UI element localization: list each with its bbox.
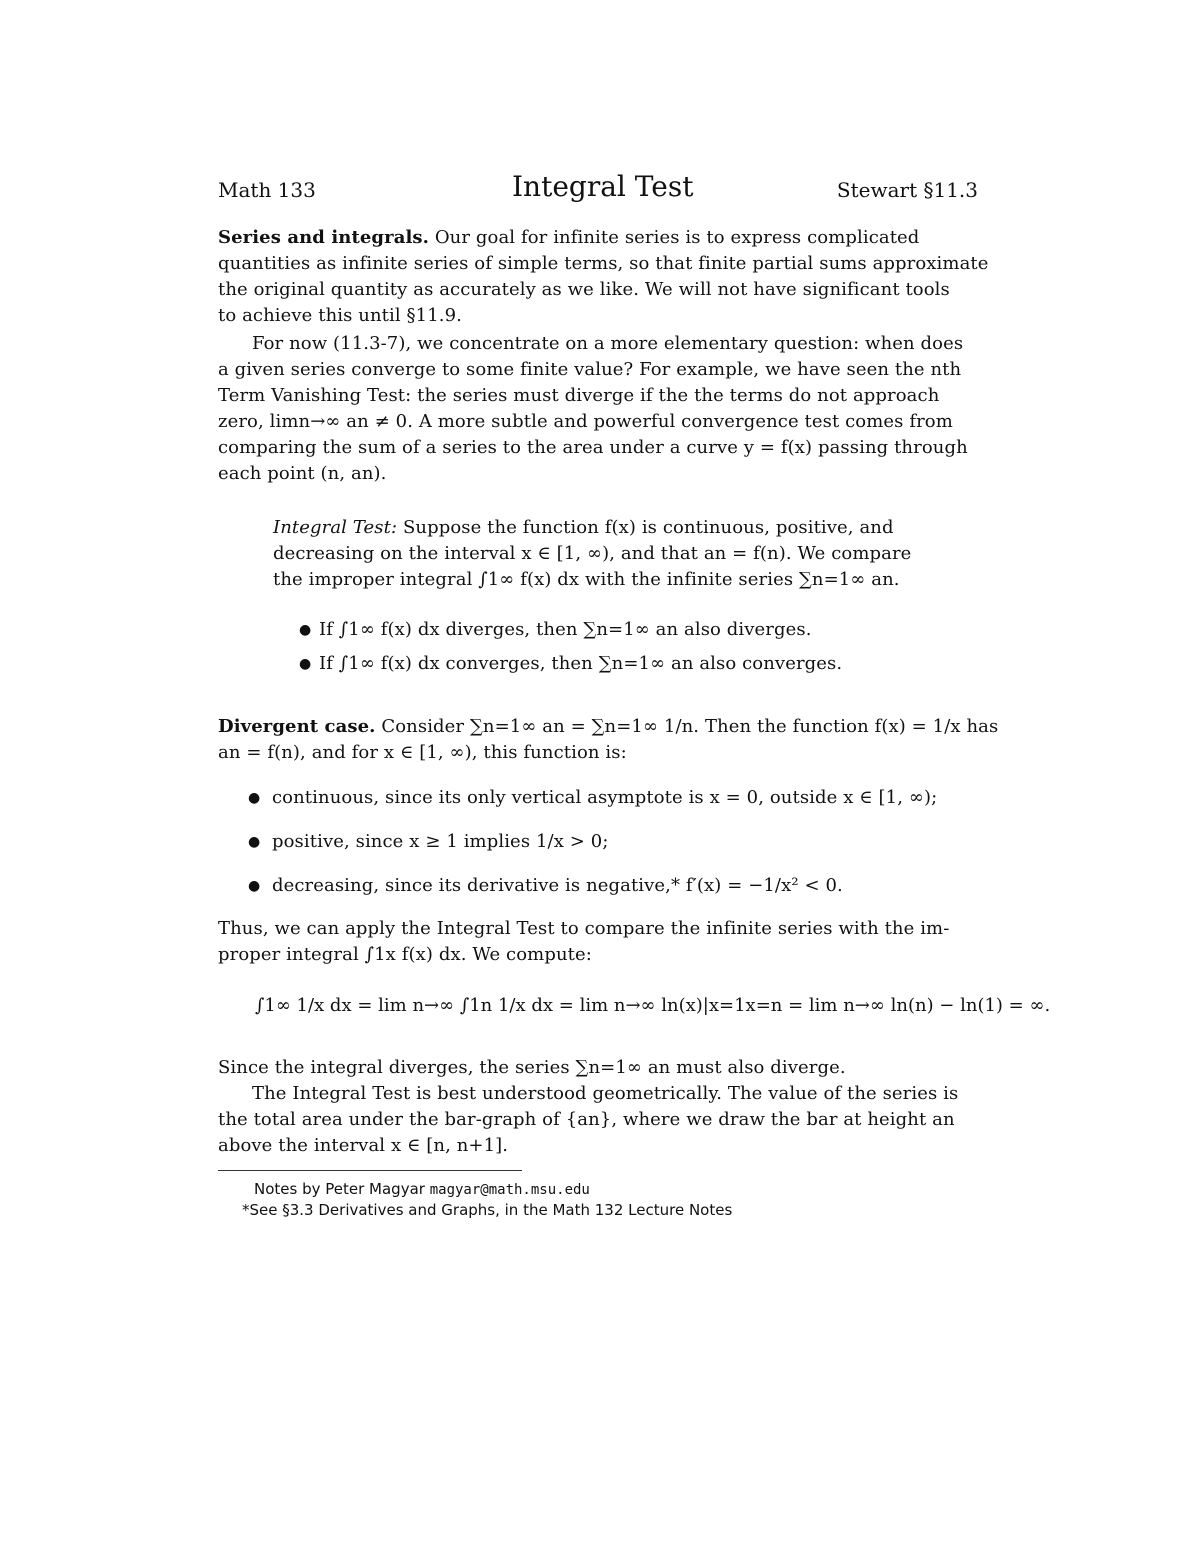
conclusion-line: above the interval x ∈ [n, n+1]. xyxy=(218,1135,509,1156)
conclusion-line: Since the integral diverges, the series ∑n=1∞ an must also diverge. xyxy=(218,1057,846,1078)
page-header xyxy=(218,170,978,210)
paragraph-line: Term Vanishing Test: the series must diverge if the the terms do not approach xyxy=(218,385,940,406)
theorem-bullet: If ∫1∞ f(x) dx converges, then ∑n=1∞ an also converges. xyxy=(319,653,843,674)
theorem-bullet: If ∫1∞ f(x) dx diverges, then ∑n=1∞ an also diverges. xyxy=(319,619,812,640)
divergent-heading: Divergent case. xyxy=(218,716,376,737)
theorem-label: Integral Test: xyxy=(273,517,398,538)
paragraph-line: a given series converge to some finite value? For example, we have seen the nth xyxy=(218,359,962,380)
intro-line: Our goal for infinite series is to express complicated xyxy=(434,227,920,248)
intro-line: the original quantity as accurately as we like. We will not have significant tools xyxy=(218,279,950,300)
bullet-dot-icon: ● xyxy=(299,622,312,638)
conclusion-line: the total area under the bar-graph of {an}, where we draw the bar at height an xyxy=(218,1109,955,1130)
author-email[interactable]: magyar@math.msu.edu xyxy=(429,1182,590,1198)
property-bullet: positive, since x ≥ 1 implies 1/x > 0; xyxy=(272,831,609,852)
divergent-line: Consider ∑n=1∞ an = ∑n=1∞ 1/n. Then the function f(x) = 1/x has xyxy=(381,716,999,737)
intro-line: to achieve this until §11.9. xyxy=(218,305,462,326)
intro-line: quantities as infinite series of simple terms, so that finite partial sums approximate xyxy=(218,253,989,274)
divergent-after-line: Thus, we can apply the Integral Test to compare the infinite series with the im- xyxy=(218,918,950,939)
theorem-line: decreasing on the interval x ∈ [1, ∞), and that an = f(n). We compare xyxy=(273,543,912,564)
bullet-dot-icon: ● xyxy=(248,834,261,850)
property-bullet: continuous, since its only vertical asymptote is x = 0, outside x ∈ [1, ∞); xyxy=(272,787,938,808)
footnote-rule xyxy=(218,1170,522,1171)
property-bullet: decreasing, since its derivative is negative,* f′(x) = −1/x² < 0. xyxy=(272,875,843,896)
page-title: Integral Test xyxy=(512,170,694,203)
author-footnote xyxy=(254,1180,590,1198)
bullet-dot-icon: ● xyxy=(248,878,261,894)
paragraph-line: comparing the sum of a series to the area under a curve y = f(x) passing through xyxy=(218,437,968,458)
bullet-dot-icon: ● xyxy=(248,790,261,806)
divergent-line: an = f(n), and for x ∈ [1, ∞), this function is: xyxy=(218,742,627,763)
divergent-after-line: proper integral ∫1x f(x) dx. We compute: xyxy=(218,944,592,965)
paragraph-line: For now (11.3-7), we concentrate on a more elementary question: when does xyxy=(252,333,964,354)
intro-heading: Series and integrals. xyxy=(218,227,429,248)
paragraph-line: each point (n, an). xyxy=(218,463,387,484)
paragraph-line: zero, limn→∞ an ≠ 0. A more subtle and powerful convergence test comes from xyxy=(218,411,953,432)
textbook-reference: Stewart §11.3 xyxy=(836,178,978,202)
theorem-line: Suppose the function f(x) is continuous, positive, and xyxy=(402,517,894,538)
display-equation: ∫1∞ 1/x dx = lim n→∞ ∫1n 1/x dx = lim n→∞ ln(x)|x=1x=n = lim n→∞ ln(n) − ln(1) = ∞. xyxy=(255,995,1051,1016)
theorem-line: the improper integral ∫1∞ f(x) dx with the infinite series ∑n=1∞ an. xyxy=(273,569,900,590)
derivative-footnote: *See §3.3 Derivatives and Graphs, in the Math 132 Lecture Notes xyxy=(242,1201,733,1219)
course-label: Math 133 xyxy=(218,178,316,202)
bullet-dot-icon: ● xyxy=(299,656,312,672)
conclusion-line: The Integral Test is best understood geometrically. The value of the series is xyxy=(252,1083,959,1104)
author-note: Notes by Peter Magyar xyxy=(254,1180,425,1198)
